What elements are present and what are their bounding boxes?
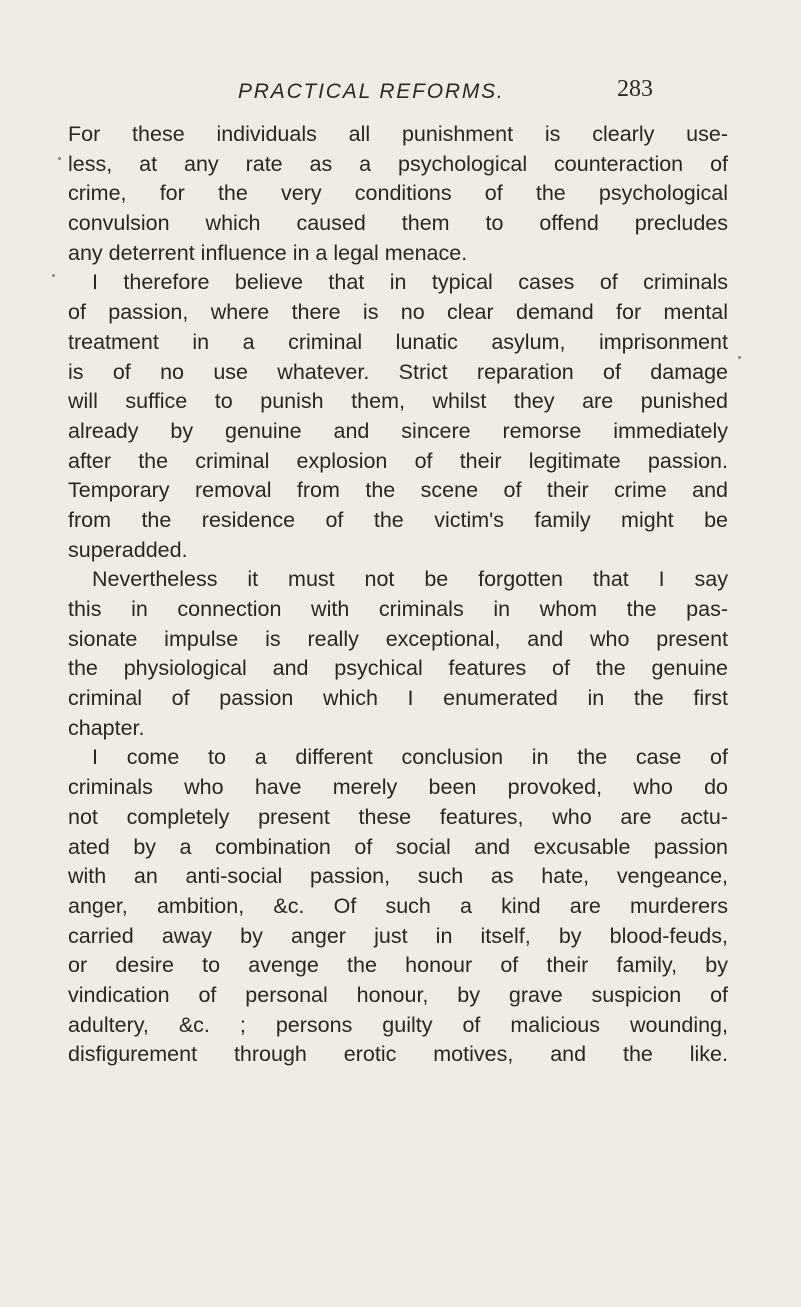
body-text xyxy=(68,120,728,1070)
text-line: crime, for the very conditions of the psychological xyxy=(68,181,728,206)
text-line: criminals who have merely been provoked, who do xyxy=(68,775,728,800)
text-line: adultery, &c. ; persons guilty of malicious wounding, xyxy=(68,1012,728,1037)
text-line: not completely present these features, who are actu- xyxy=(68,804,728,829)
text-line: criminal of passion which I enumerated in the first xyxy=(68,686,728,711)
text-line: Nevertheless it must not be forgotten that I say xyxy=(92,567,728,592)
text-line: the physiological and psychical features of the genuine xyxy=(68,656,728,681)
page-number: 283 xyxy=(617,76,653,102)
text-line: will suffice to punish them, whilst they are punished xyxy=(68,389,728,414)
text-line: vindication of personal honour, by grave suspicion of xyxy=(68,982,728,1007)
text-line: with an anti-social passion, such as hate, vengeance, xyxy=(68,864,728,889)
text-line: ated by a combination of social and excusable passion xyxy=(68,834,728,859)
text-line: or desire to avenge the honour of their family, by xyxy=(68,953,728,978)
text-line: convulsion which caused them to offend precludes xyxy=(68,211,728,236)
text-line: I come to a different conclusion in the case of xyxy=(92,745,728,770)
text-line: superadded. xyxy=(68,537,188,562)
text-line: chapter. xyxy=(68,715,145,740)
text-line: less, at any rate as a psychological counteraction of xyxy=(68,151,728,176)
paper-speck xyxy=(58,157,61,160)
text-line: already by genuine and sincere remorse immediately xyxy=(68,418,728,443)
text-line: any deterrent influence in a legal menace. xyxy=(68,240,468,265)
text-line: this in connection with criminals in whom the pas- xyxy=(68,597,728,621)
text-line: after the criminal explosion of their legitimate passion. xyxy=(68,448,728,473)
text-line: of passion, where there is no clear demand for mental xyxy=(68,300,728,325)
text-line: sionate impulse is really exceptional, and who present xyxy=(68,626,728,651)
text-line: Temporary removal from the scene of their crime and xyxy=(68,478,728,503)
text-line: carried away by anger just in itself, by blood-feuds, xyxy=(68,923,728,948)
text-line: I therefore believe that in typical cases of criminals xyxy=(92,270,728,295)
text-line: For these individuals all punishment is clearly use- xyxy=(68,122,728,146)
paper-speck xyxy=(52,274,55,277)
text-line: anger, ambition, &c. Of such a kind are murderers xyxy=(68,893,728,918)
text-line: disfigurement through erotic motives, and the like. xyxy=(68,1042,728,1067)
text-line: from the residence of the victim's family might be xyxy=(68,507,728,532)
paper-speck xyxy=(738,356,741,359)
text-line: treatment in a criminal lunatic asylum, imprisonment xyxy=(68,329,728,354)
text-line: is of no use whatever. Strict reparation of damage xyxy=(68,359,728,384)
running-head: PRACTICAL REFORMS. xyxy=(238,80,505,103)
